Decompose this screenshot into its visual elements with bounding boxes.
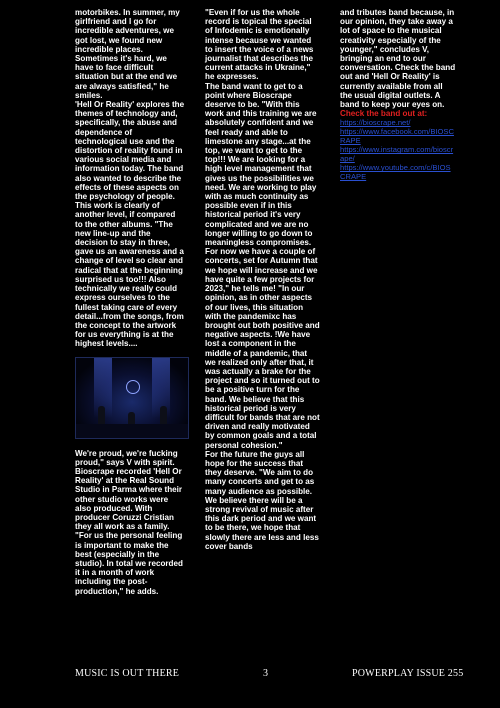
website-link[interactable]: https://bioscrape.net/ (340, 118, 411, 128)
column-2-text: "Even if for us the whole record is topical the special of Infodemic is emotionally intense because we wanted to insert the voice of a news journalist that describes the current attacks in Ukraine," he expresses. The band want to get to a point where Bioscrape deserve to be. "With this work and this training we are absolutely confident and we feel ready and able to limestone any stage...at the top, we want to get to the top!!! We are looking for a high level management that gives us the possibilities we need. We are working to play with as much continuity as possible even if in this historical period it's very complicated and we are no longer willing to go down to meaningless compromises. For now we have a couple of concerts, set for Autumn that we hope will increase and we have quite a few projects for 2023," he tells me! "In our opinion, as in other aspects of our lives, this situation with the pandemixc has brought out both positive and negative aspects. !We have lost a component in the middle of a pandemic, that we realized only after that, it was actually a brake for the project and so it turned out to be a positive turn for the band. We believe that this historical period is very difficult for bands that are not driven and really motivated by common goals and a total personal cohesion." For the future the guys all hope for the success that they deserve. "We aim to do many concerts and get to as many audience as possible. We believe there will be a strong revival of music after this dark period and we want to be there, we hope that slowly there are less and less cover bands (205, 8, 320, 551)
column-1-top-text: motorbikes. In summer, my girlfriend and I go for incredible adventures, we got lost, we found new incredible places. Sometimes it's hard, we have to face difficult situation but at the end we are always satisfied," he smiles. 'Hell Or Reality' explores the themes of technology and, specifically, the abuse and dependence of technological use and the distortion of reality found in various social media and information today. The band also wanted to describe the effects of these aspects on the psychology of people. This work is clearly of another level, if compared to the other albums. "The new line-up and the decision to stay in three, gave us an awareness and a change of level so clear and radical that at the beginning surprised us too!!! Also technically we really could express ourselves to the fullest taking care of every detail...from the songs, from the concept to the artwork for us everything is at the highest levels.... (75, 8, 185, 349)
column-3-text: and tributes band because, in our opinion, they take away a lot of space to the musical creativity especially of the younger," concludes V, bringing an end to our conversation. Check the band out and 'Hell Or Reality' is currently available from all the usual digital outlets. A band to keep your eyes on. (340, 8, 456, 110)
facebook-link[interactable]: https://www.facebook.com/BIOSCRAPE (340, 127, 454, 146)
article-column-3 (340, 8, 456, 181)
footer-issue: POWERPLAY ISSUE 255 (352, 668, 464, 679)
page-number: 3 (263, 668, 269, 679)
article-column-1 (75, 8, 185, 596)
instagram-link[interactable]: https://www.instagram.com/bioscrape/ (340, 145, 454, 164)
youtube-link[interactable]: https://www.youtube.com/c/BIOSCRAPE (340, 163, 451, 182)
check-band-label: Check the band out at: (340, 109, 428, 119)
column-1-bottom-text: We're proud, we're fucking proud," says V with spirit. Bioscrape recorded 'Hell Or Reality' at the Real Sound Studio in Parma where their other studio works were also produced. With producer Coruzzi Cristian they all work as a family. "For us the personal feeling is important to make the best (especially in the studio). In total we recorded it in a month of work including the post-production," he adds. (75, 448, 183, 596)
band-logo-backdrop (126, 380, 140, 394)
footer-section-title: MUSIC IS OUT THERE (75, 668, 180, 679)
stage-floor (76, 424, 188, 438)
article-column-2 (205, 8, 320, 551)
band-live-photo (75, 357, 189, 439)
